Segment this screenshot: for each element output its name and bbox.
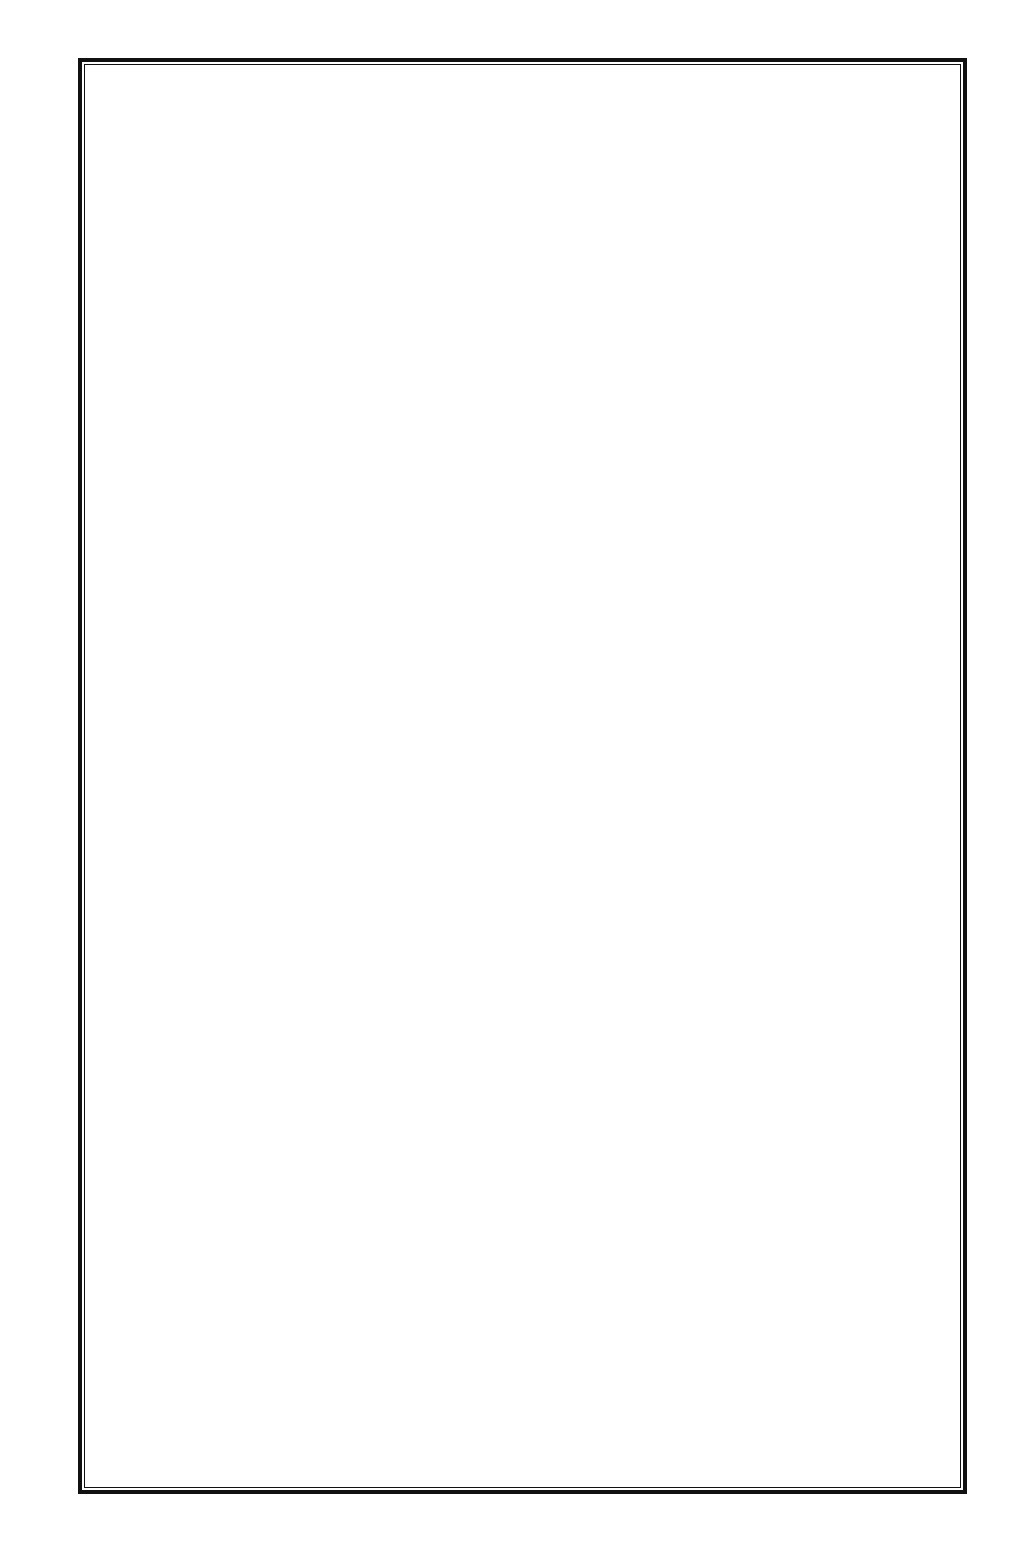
text-line [88,631,1013,664]
text-line [88,925,1013,958]
text-line [88,664,1013,697]
text-line [88,958,1013,991]
text-line [88,239,1013,272]
text-line [88,174,1013,207]
text-line [88,76,1013,109]
text-line [88,435,1013,468]
text-line [88,370,1013,403]
text-line [88,109,1013,142]
text-line [88,1350,1013,1383]
text-line [88,1186,1013,1219]
text-line [88,1284,1013,1317]
text-line [88,1448,1013,1481]
text-line [88,729,1013,762]
text-line [88,1088,1013,1121]
text-line [88,762,1013,795]
text-line [88,1056,1013,1089]
text-line [88,794,1013,827]
text-line [88,1121,1013,1154]
text-line [88,1317,1013,1350]
text-line [88,305,1013,338]
text-line [88,1154,1013,1187]
text-line [88,468,1013,501]
text-line [88,1219,1013,1252]
text-line [88,1415,1013,1448]
text-line [88,827,1013,860]
text-line [88,272,1013,305]
text-line [88,696,1013,729]
text-line [88,501,1013,534]
text-line [88,990,1013,1023]
text-line [88,1382,1013,1415]
text-line [88,860,1013,893]
text-line [88,892,1013,925]
text-line [88,1023,1013,1056]
body-text [88,76,1013,1481]
text-line [88,141,1013,174]
text-line [88,1252,1013,1285]
text-line [88,337,1013,370]
text-line [88,566,1013,599]
text-line [88,599,1013,632]
text-line [88,207,1013,240]
text-line [88,533,1013,566]
text-line [88,403,1013,436]
